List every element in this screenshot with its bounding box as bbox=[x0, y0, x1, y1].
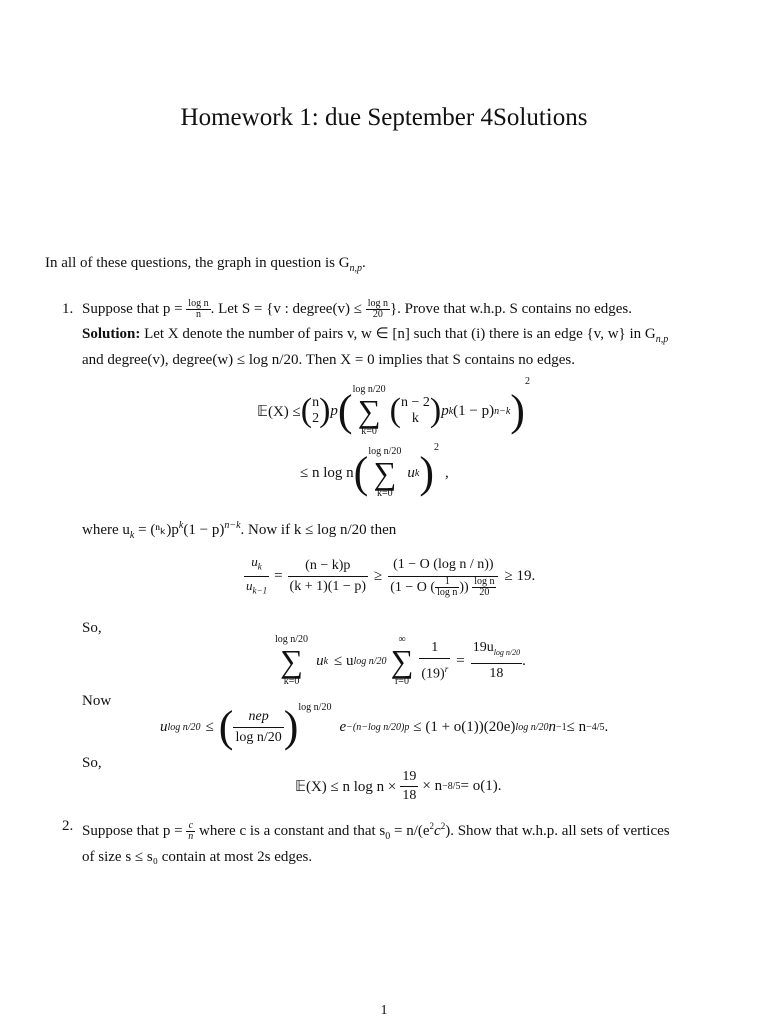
intro-body: In all of these questions, the graph in question is G bbox=[45, 255, 350, 271]
now-rhs2-exp: −1 bbox=[555, 721, 567, 733]
where-sub: k bbox=[129, 530, 135, 541]
now-label: Now bbox=[82, 693, 112, 709]
now-frac bbox=[233, 707, 283, 748]
ratio-num: $u_k$ bbox=[244, 553, 269, 577]
sum-tail: . bbox=[522, 652, 526, 669]
q2-line1-c: = n/(e bbox=[390, 823, 430, 839]
sum-k: log n/20 ∑ k=0 bbox=[275, 634, 309, 687]
ratio-inner-den: log n bbox=[437, 586, 458, 598]
where-text: where u bbox=[82, 522, 130, 538]
equation-2: ≤ n log n ( log n/20 ∑ k=0 u k ) $^2$ , bbox=[300, 442, 449, 499]
q1-statement-c: }. Prove that w.h.p. S contains no edges. bbox=[389, 301, 632, 317]
sum2-den-base: (19) bbox=[421, 666, 445, 682]
sum-term: u bbox=[316, 652, 324, 669]
intro-text: In all of these questions, the graph in question is $G_{n,p}$. bbox=[45, 255, 366, 274]
eq1-binom bbox=[312, 395, 319, 427]
sum-res-den: 18 bbox=[489, 665, 504, 681]
final-num: 19 bbox=[400, 768, 418, 787]
sum-res-num-base: 19u bbox=[472, 640, 494, 656]
q2-line1-b: where c is a constant and that s bbox=[195, 823, 386, 839]
sum2-bot: r=0 bbox=[394, 676, 409, 687]
final-den: 18 bbox=[402, 787, 417, 803]
now-e-exp: −(n−log n/20)p bbox=[346, 721, 410, 733]
q2-line1-exp1: 2 bbox=[429, 821, 435, 831]
final-tail: = o(1). bbox=[460, 777, 502, 794]
q2-statement bbox=[82, 816, 752, 868]
q1-s-den: 20 bbox=[372, 309, 383, 321]
solution-label: Solution: bbox=[82, 326, 141, 342]
now-e: e bbox=[339, 718, 347, 735]
solution-line1-sub: n,p bbox=[655, 334, 669, 345]
sum-result bbox=[471, 638, 522, 684]
sum-r: ∞ ∑ r=0 bbox=[390, 634, 414, 687]
sum-res-num-sub: log n/20 bbox=[493, 647, 521, 657]
ratio-c-num: log n bbox=[474, 575, 495, 587]
ratio-den: $u_{k-1}$ bbox=[246, 577, 268, 596]
now-rhs-exp: log n/20 bbox=[515, 721, 549, 733]
where-exp1: k bbox=[178, 520, 184, 531]
ratio-right bbox=[388, 554, 498, 599]
sum-bot: k=0 bbox=[283, 676, 300, 687]
ratio-result: ≥ 19. bbox=[504, 567, 536, 584]
now-frac-den: log n/20 bbox=[235, 729, 282, 745]
where-tail: . Now if k ≤ log n/20 then bbox=[240, 522, 397, 538]
ratio-inner-frac bbox=[435, 577, 459, 598]
sum2-num: 1 bbox=[419, 638, 450, 659]
page-title: Homework 1: due September 4Solutions bbox=[180, 104, 588, 131]
eq1-lhs: 𝔼(X) ≤ bbox=[257, 403, 301, 420]
ratio-mid-den: (k + 1)(1 − p) bbox=[289, 578, 366, 594]
eq1-term2: (1 − p) bbox=[453, 402, 495, 419]
eq2-sum-top: log n/20 bbox=[368, 446, 402, 457]
sum-leq: ≤ u bbox=[334, 652, 354, 669]
sum-equation bbox=[275, 634, 526, 688]
q2-line1-a: Suppose that p = bbox=[82, 823, 187, 839]
now-rhs: ≤ (1 + o(1))(20e) bbox=[413, 718, 516, 735]
eq1-binom-bot: 2 bbox=[312, 411, 320, 426]
eq1-inner-binom-bot: k bbox=[411, 411, 419, 426]
now-rhs3-exp: −4/5 bbox=[586, 721, 605, 733]
q1-s-num: log n bbox=[367, 298, 388, 310]
q2-line1-e: ). Show that w.h.p. all sets of vertices bbox=[445, 823, 670, 839]
eq1-term-exp: k bbox=[448, 405, 454, 417]
eq2-sum: log n/20 ∑ k=0 bbox=[368, 446, 402, 499]
equation-1: 𝔼(X) ≤ ( n 2 ) p ( log n/20 ∑ k=0 ( n − 2 k ) p k (1 − p) n−k ) 2 bbox=[257, 376, 530, 437]
ratio-geq: ≥ bbox=[374, 567, 383, 584]
q1-solution bbox=[82, 324, 742, 371]
sum2-top: ∞ bbox=[398, 634, 406, 645]
sum-term-sub: k bbox=[323, 655, 329, 667]
eq1-sum-bot: k=0 bbox=[361, 426, 377, 437]
now-rhs2: n bbox=[548, 718, 556, 735]
ratio-c-den: 20 bbox=[479, 586, 490, 598]
q1-p-num: log n bbox=[188, 298, 209, 310]
final-rhs-exp: −8/5 bbox=[442, 780, 461, 792]
sum2-frac bbox=[419, 638, 450, 685]
so-2: So, bbox=[82, 755, 102, 771]
where-def2: (1 − p) bbox=[183, 522, 225, 538]
eq2-term: u bbox=[407, 464, 415, 481]
so-1: So, bbox=[82, 620, 102, 636]
now-leq: ≤ bbox=[205, 718, 214, 735]
q2-number: 2. bbox=[62, 818, 74, 834]
page-number: 1 bbox=[380, 1003, 388, 1018]
q1-p-den: n bbox=[195, 309, 201, 321]
q2-line1-exp2: 2 bbox=[440, 821, 446, 831]
solution-line2: and degree(v), degree(w) ≤ log n/20. Then X = 0 implies that S contains no edges. bbox=[82, 352, 575, 368]
ratio-lhs bbox=[244, 553, 269, 599]
eq2-lhs: ≤ n log n bbox=[300, 464, 354, 481]
ratio-equation: $\frac{u_k}{u_{k-1}}$ = $\frac{(n - k)p}{(k + 1)(1 - p)}$ ≥ (1 − O (log n / n)) (1 − O ( $\frac{1}{\text{log n}}$ )) $\frac{\text{log n}}{20}$ ≥ 19. bbox=[246, 553, 536, 598]
eq1-inner-binom-top: n − 2 bbox=[400, 395, 430, 410]
eq1-term2-exp: n−k bbox=[494, 405, 511, 417]
ratio-right-den-b: )) bbox=[459, 579, 469, 595]
q1-s-fraction bbox=[366, 299, 390, 320]
final-frac bbox=[400, 768, 418, 805]
q2-p-den: n bbox=[188, 831, 194, 843]
q2-line1-sub: 0 bbox=[385, 831, 391, 842]
eq1-term: p bbox=[441, 402, 449, 419]
eq1-inner-binom bbox=[401, 395, 430, 427]
q2-p-num: c bbox=[186, 821, 195, 832]
eq2-term-sub: k bbox=[414, 467, 420, 479]
final-lhs: 𝔼(X) ≤ n log n × bbox=[295, 778, 397, 795]
ratio-right-num: (1 − O (log n / n)) bbox=[388, 554, 498, 577]
ratio-right-den-a: (1 − O ( bbox=[390, 579, 436, 595]
eq1-p: p bbox=[330, 402, 338, 419]
now-equation: u log n/20 ≤ ( $\frac{\text{nep}}{\text{log n/20}}$ ) $^{log n/20}$ e −(n−log n/20)p ≤ (1 + o(1))(20e) log n/20 n −1 ≤ n −4/5 . bbox=[160, 702, 609, 751]
eq2-square: 2 bbox=[433, 442, 439, 453]
eq1-sum: log n/20 ∑ k=0 bbox=[352, 384, 386, 437]
now-lhs: u bbox=[160, 718, 168, 735]
eq2-sum-bot: k=0 bbox=[377, 488, 393, 499]
now-exp: log n/20 bbox=[298, 702, 332, 713]
eq1-sum-top: log n/20 bbox=[352, 384, 386, 395]
where-exp2: n−k bbox=[224, 520, 241, 531]
sum-leq-sub: log n/20 bbox=[353, 655, 387, 667]
sum2-den bbox=[419, 659, 450, 685]
sum-eq: = bbox=[456, 652, 465, 669]
final-equation bbox=[295, 766, 501, 806]
eq1-binom-top: n bbox=[312, 395, 320, 410]
ratio-mid bbox=[288, 556, 368, 597]
eq1-square: 2 bbox=[524, 376, 530, 387]
final-rhs: × n bbox=[422, 777, 443, 794]
sum-res-num bbox=[471, 638, 522, 664]
eq2-tail: , bbox=[444, 464, 449, 481]
ratio-inner-num: 1 bbox=[435, 577, 459, 588]
q2-line1-d: c bbox=[434, 823, 441, 839]
where-line bbox=[82, 515, 396, 546]
solution-line1: Let X denote the number of pairs v, w ∈ [n] such that (i) there is an edge {v, w} in G bbox=[140, 326, 656, 342]
sum-top: log n/20 bbox=[275, 634, 309, 645]
now-lhs-sub: log n/20 bbox=[167, 721, 201, 733]
ratio-mid-num: (n − k)p bbox=[288, 556, 368, 577]
where-def: = (ⁿₖ)p bbox=[134, 522, 179, 538]
q1-statement-a: Suppose that p = bbox=[82, 301, 187, 317]
q1-statement bbox=[82, 299, 632, 320]
now-frac-num: nep bbox=[233, 707, 283, 728]
sum2-den-exp: r bbox=[444, 663, 449, 674]
ratio-right-den bbox=[388, 577, 498, 599]
intro-subscript: n,p bbox=[349, 263, 363, 274]
q1-statement-b: . Let S = {v : degree(v) ≤ bbox=[210, 301, 366, 317]
q1-number: 1. bbox=[62, 301, 74, 317]
ratio-c-frac bbox=[472, 577, 496, 598]
q1-p-fraction bbox=[186, 299, 210, 320]
now-rhs3: ≤ n bbox=[566, 718, 587, 735]
q2-p-fraction bbox=[186, 821, 195, 842]
now-tail: . bbox=[604, 718, 609, 735]
q2-line2: of size s ≤ s₀ contain at most 2s edges. bbox=[82, 849, 313, 865]
